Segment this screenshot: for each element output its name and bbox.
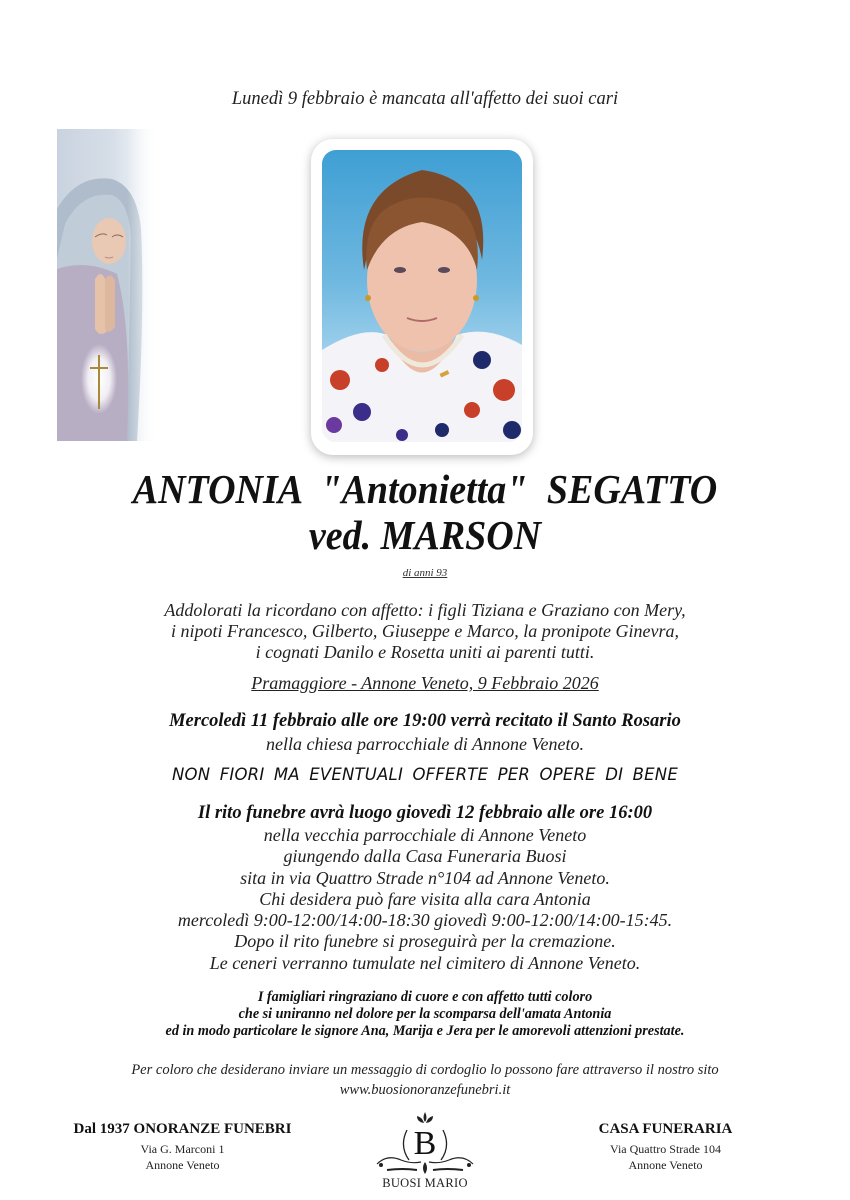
buosi-logo [373,1110,477,1198]
address-line: Annone Veneto [145,1158,220,1172]
funeral-line: nella vecchia parrocchiale di Annone Veneto [263,825,587,845]
funeral-line: mercoledì 9:00-12:00/14:00-18:30 giovedì 9:00-12:00/14:00-15:45. [177,910,673,931]
relatives-block [0,600,850,663]
relatives-line: i cognati Danilo e Rosetta uniti ai parenti tutti. [255,642,595,662]
deceased-married-name: ved. MARSON [308,513,542,559]
relatives-line: i nipoti Francesco, Gilberto, Giuseppe e Marco, la pronipote Ginevra, [170,621,680,641]
place-date: Pramaggiore - Annone Veneto, 9 Febbraio 2026 [251,673,599,693]
funeral-line: Le ceneri verranno tumulate nel cimitero di Annone Veneto. [209,952,641,973]
footer-funeral-home [578,1121,753,1173]
thanks-line: che si uniranno nel dolore per la scomparsa dell'amata Antonia [238,1006,612,1022]
logo-name: BUOSI MARIO [382,1176,468,1190]
condolence-block [0,1060,850,1100]
no-flowers-notice: NON FIORI MA EVENTUALI OFFERTE PER OPERE DI BENE [172,765,678,784]
relatives-line: Addolorati la ricordano con affetto: i figli Tiziana e Graziano con Mery, [164,600,686,620]
rosary-location: nella chiesa parrocchiale di Annone Veneto. [266,734,584,754]
address-line: Annone Veneto [628,1158,703,1172]
deceased-name: ANTONIA "Antonietta" SEGATTO [132,467,718,513]
footer-funeral-services [60,1121,305,1173]
funeral-line: Chi desidera può fare visita alla cara Antonia [259,888,591,909]
funeral-line: sita in via Quattro Strade n°104 ad Annone Veneto. [240,867,610,888]
portrait-frame [311,139,533,455]
thanks-line: I famigliari ringraziano di cuore e con affetto tutti coloro [257,989,593,1005]
intro-text: Lunedì 9 febbraio è mancata all'affetto dei suoi cari [231,89,619,109]
funeral-details [0,825,850,974]
funeral-line: Dopo il rito funebre si proseguirà per la cremazione. [234,931,616,952]
funeral-line: giungendo dalla Casa Funeraria Buosi [283,846,567,867]
website-link[interactable]: www.buosionoranzefunebri.it [339,1082,511,1098]
madonna-image [57,129,157,441]
thanks-block [0,989,850,1040]
funeral-headline: Il rito funebre avrà luogo giovedì 12 febbraio alle ore 16:00 [197,803,653,823]
condolence-text: Per coloro che desiderano inviare un messaggio di cordoglio lo possono fare attraverso il nostro sito [131,1062,719,1078]
funeral-services-title: Dal 1937 ONORANZE FUNEBRI [73,1121,292,1137]
address-line: Via G. Marconi 1 [140,1142,225,1156]
funeral-home-address [578,1141,753,1173]
laurel-monogram-icon [373,1110,477,1180]
address-line: Via Quattro Strade 104 [610,1142,721,1156]
portrait-photo-icon [322,150,522,442]
madonna-praying-icon [57,129,157,441]
portrait-photo [322,150,522,442]
deceased-age: di anni 93 [402,567,448,579]
funeral-services-address [60,1141,305,1173]
funeral-home-title: CASA FUNERARIA [598,1121,733,1137]
rosary-headline: Mercoledì 11 febbraio alle ore 19:00 verrà recitato il Santo Rosario [169,711,681,731]
thanks-line: ed in modo particolare le signore Ana, Marija e Jera per le amorevoli attenzioni prestate. [165,1023,685,1039]
svg-text:B: B [413,1125,437,1162]
